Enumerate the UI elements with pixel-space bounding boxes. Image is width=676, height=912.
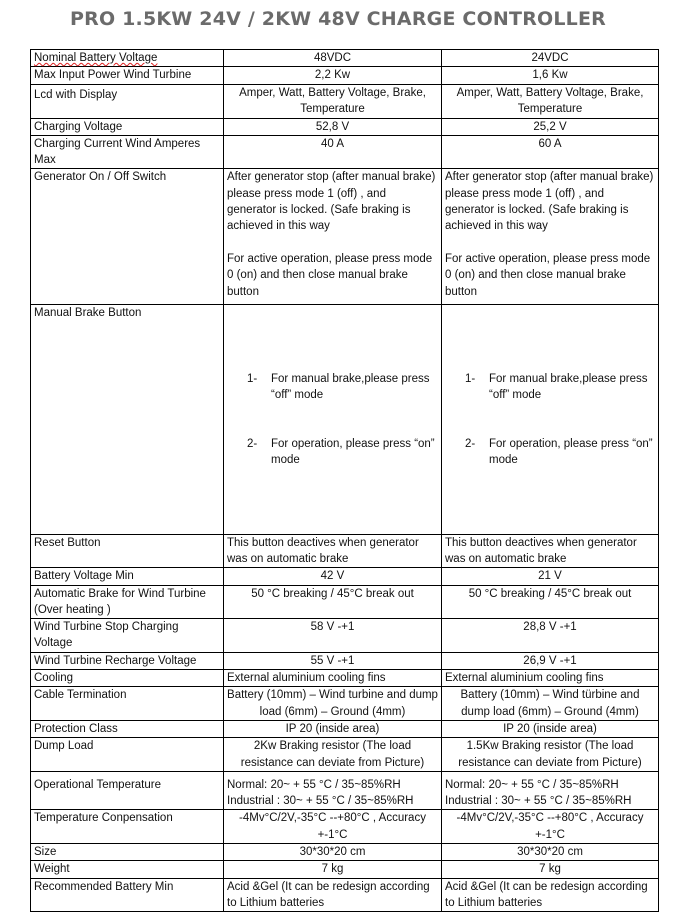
table-row: [31, 135, 659, 169]
row-label: Cable Termination: [31, 687, 224, 721]
value-48v: -4Mv°C/2V,-35°C --+80°C , Accuracy +-1°C: [224, 810, 442, 844]
document-title: PRO 1.5KW 24V / 2KW 48V CHARGE CONTROLLER: [70, 8, 606, 30]
value-48v: 40 A: [224, 135, 442, 169]
table-row: [31, 585, 659, 619]
value-24v: 60 A: [442, 135, 659, 169]
row-label: Lcd with Display: [31, 84, 224, 118]
table-row: [31, 861, 659, 878]
row-label: Manual Brake Button: [31, 305, 224, 534]
table-row: [31, 670, 659, 687]
table-row: [31, 810, 659, 844]
row-label: Nominal Battery Voltage: [31, 50, 224, 67]
row-label: Battery Voltage Min: [31, 568, 224, 585]
value-48v: 2Kw Braking resistor (The load resistance can deviate from Picture): [224, 738, 442, 772]
value-48v: 52,8 V: [224, 118, 442, 135]
value-24v: 1.5Kw Braking resistor (The load resistance can deviate from Picture): [442, 738, 659, 772]
value-48v: 30*30*20 cm: [224, 843, 442, 860]
value-48v: Normal: 20~ + 55 °C / 35~85%RH Industrial : 30~ + 55 °C / 35~85%RH: [224, 771, 442, 810]
value-24v: Amper, Watt, Battery Voltage, Brake, Temperature: [442, 84, 659, 118]
list-item: For operation, please press “on” mode: [489, 437, 656, 467]
table-row: [31, 534, 659, 568]
table-row: [31, 878, 659, 912]
table-row: [31, 84, 659, 118]
value-24v: [442, 305, 659, 534]
table-row: [31, 118, 659, 135]
value-24v: 25,2 V: [442, 118, 659, 135]
value-24v: Acid &Gel (It can be redesign according to Lithium batteries: [442, 878, 659, 912]
value-24v: 1,6 Kw: [442, 67, 659, 84]
row-label: Wind Turbine Recharge Voltage: [31, 652, 224, 669]
spec-table: [30, 49, 659, 912]
table-row: [31, 652, 659, 669]
table-row: [31, 50, 659, 67]
value-48v: Acid &Gel (It can be redesign according to Lithium batteries: [224, 878, 442, 912]
value-48v: 58 V -+1: [224, 619, 442, 653]
row-label: Automatic Brake for Wind Turbine (Over heating ): [31, 585, 224, 619]
value-24v: After generator stop (after manual brake) please press mode 1 (off) , and generator is locked. (Safe braking is achieved in this way For active operation, please press mode 0 (on) and then close manual brake button: [442, 169, 659, 305]
row-label: Recommended Battery Min: [31, 878, 224, 912]
row-label: Charging Current Wind Amperes Max: [31, 135, 224, 169]
row-label: Reset Button: [31, 534, 224, 568]
value-48v: IP 20 (inside area): [224, 720, 442, 737]
value-48v: 48VDC: [224, 50, 442, 67]
row-label: Dump Load: [31, 738, 224, 772]
table-row: [31, 169, 659, 305]
value-24v: 30*30*20 cm: [442, 843, 659, 860]
value-48v: After generator stop (after manual brake) please press mode 1 (off) , and generator is locked. (Safe braking is achieved in this way For active operation, please press mode 0 (on) and then close manual brake button: [224, 169, 442, 305]
value-48v: This button deactives when generator was on automatic brake: [224, 534, 442, 568]
list-item: For operation, please press “on” mode: [271, 437, 438, 467]
row-label: Cooling: [31, 670, 224, 687]
table-row: [31, 738, 659, 772]
value-24v: Normal: 20~ + 55 °C / 35~85%RH Industrial : 30~ + 55 °C / 35~85%RH: [442, 771, 659, 810]
row-label: Weight: [31, 861, 224, 878]
row-label: Wind Turbine Stop Charging Voltage: [31, 619, 224, 653]
table-row: [31, 720, 659, 737]
value-48v: Battery (10mm) – Wind turbine and dump load (6mm) – Ground (4mm): [224, 687, 442, 721]
row-label: Operational Temperature: [31, 771, 224, 810]
value-24v: 24VDC: [442, 50, 659, 67]
value-24v: 50 °C breaking / 45°C break out: [442, 585, 659, 619]
value-48v: 2,2 Kw: [224, 67, 442, 84]
value-48v: External aluminium cooling fins: [224, 670, 442, 687]
value-24v: 28,8 V -+1: [442, 619, 659, 653]
table-row: [31, 67, 659, 84]
row-label: Generator On / Off Switch: [31, 169, 224, 305]
table-row: [31, 843, 659, 860]
list-item: For manual brake,please press “off” mode: [489, 372, 651, 401]
table-row: [31, 568, 659, 585]
table-row: [31, 619, 659, 653]
value-24v: External aluminium cooling fins: [442, 670, 659, 687]
row-label: Temperature Conpensation: [31, 810, 224, 844]
value-24v: -4Mv°C/2V,-35°C --+80°C , Accuracy +-1°C: [442, 810, 659, 844]
value-24v: Battery (10mm) – Wind türbine and dump load (6mm) – Ground (4mm): [442, 687, 659, 721]
row-label: Max Input Power Wind Turbine: [31, 67, 224, 84]
table-row: [31, 771, 659, 810]
value-24v: 21 V: [442, 568, 659, 585]
table-row: [31, 305, 659, 534]
value-48v: 42 V: [224, 568, 442, 585]
row-label: Size: [31, 843, 224, 860]
value-48v: Amper, Watt, Battery Voltage, Brake, Temperature: [224, 84, 442, 118]
row-label: Protection Class: [31, 720, 224, 737]
value-48v: 55 V -+1: [224, 652, 442, 669]
row-label: Charging Voltage: [31, 118, 224, 135]
value-48v: 7 kg: [224, 861, 442, 878]
list-item: For manual brake,please press “off” mode: [271, 372, 433, 401]
value-24v: 26,9 V -+1: [442, 652, 659, 669]
value-48v: [224, 305, 442, 534]
value-24v: 7 kg: [442, 861, 659, 878]
table-row: [31, 687, 659, 721]
value-48v: 50 °C breaking / 45°C break out: [224, 585, 442, 619]
value-24v: This button deactives when generator was on automatic brake: [442, 534, 659, 568]
value-24v: IP 20 (inside area): [442, 720, 659, 737]
